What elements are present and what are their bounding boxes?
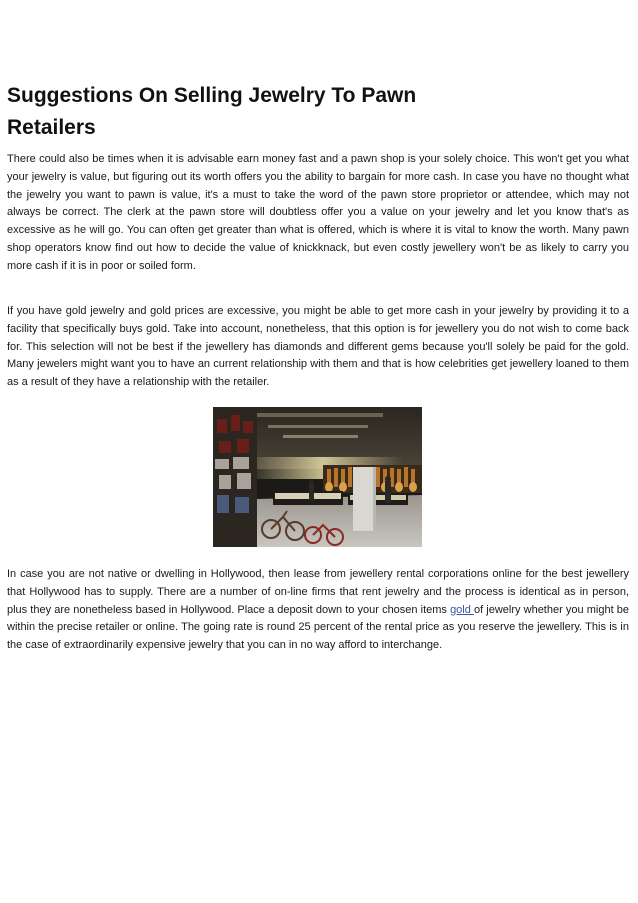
paragraph-3-text-after-link: of jewelry whether you might be within the precise retailer or online. The going rate is round 25 percent of the rental price as you reserve the jewellery. This is in the case of extraordinarily expensive jewelry that you can in no way afford to interchange.	[7, 603, 629, 652]
paragraph-3	[7, 566, 629, 655]
pawn-shop-photo	[213, 407, 422, 547]
gold-link[interactable]: gold	[450, 603, 474, 616]
paragraph-3-text-before-link: In case you are not native or dwelling in Hollywood, then lease from jewellery rental corporations online for the best jewellery that Hollywood has to supply. There are a number of on-line firms that rent jewelry and the process is identical as in person, plus they are nonetheless based in Hollywood. Place a deposit down to your chosen items	[7, 568, 629, 616]
paragraph-2: If you have gold jewelry and gold prices are excessive, you might be able to get more cash in your jewelry by providing it to a facility that specifically buys gold. Take into account, nonetheless, that this option is for jewellery you do not wish to come back for. This selection will not be best if the jewellery has diamonds and different gems because you'll solely be paid for the gold. Many jewelers might want you to have an current relationship with them and that is how celebrities get jewellery loaned to them as a result of they have a relationship with the retailer.	[7, 305, 629, 389]
article-title: Suggestions On Selling Jewelry To Pawn Retailers	[7, 84, 417, 139]
paragraph-1: There could also be times when it is advisable earn money fast and a pawn shop is your solely choice. This won't get you what your jewelry is value, but figuring out its worth offers you the ability to bargain for more cash. In case you have no thought what the jewelry you want to pawn is value, it's a must to take the word of the pawn store proprietor or attendee, which may not always be correct. The clerk at the pawn store will doubtless offer you a value on your jewelry and let you know that's as excessive as he will go. You can often get greater than what is offered, which is where it is vital to know the worth. Many pawn shop operators know find out how to decide the value of knickknack, but even costly jewellery won't be as likely to carry you more cash if it is in poor or soiled form.	[7, 153, 629, 272]
